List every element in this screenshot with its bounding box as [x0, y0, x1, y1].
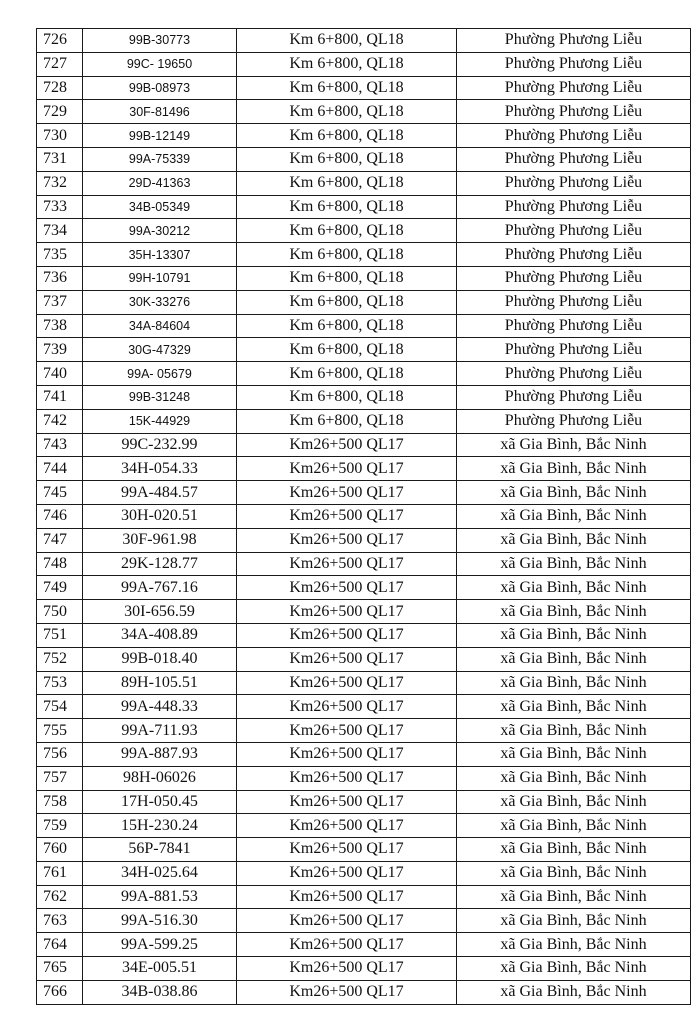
license-plate-cell: 99A- 05679: [83, 362, 237, 386]
license-plate-cell: 99B-018.40: [83, 647, 237, 671]
license-plate-cell: 99A-887.93: [83, 742, 237, 766]
address-cell: Phường Phương Liễu: [457, 76, 691, 100]
table-row: [37, 362, 691, 386]
address-cell: xã Gia Bình, Bắc Ninh: [457, 838, 691, 862]
address-cell: Phường Phương Liễu: [457, 29, 691, 53]
violation-table-container: [36, 28, 690, 1005]
location-cell: Km26+500 QL17: [237, 457, 457, 481]
address-cell: xã Gia Bình, Bắc Ninh: [457, 933, 691, 957]
row-number-cell: 745: [37, 481, 83, 505]
location-cell: Km26+500 QL17: [237, 766, 457, 790]
address-cell: xã Gia Bình, Bắc Ninh: [457, 719, 691, 743]
address-cell: Phường Phương Liễu: [457, 52, 691, 76]
row-number-cell: 761: [37, 861, 83, 885]
row-number-cell: 750: [37, 600, 83, 624]
table-row: [37, 147, 691, 171]
table-row: [37, 195, 691, 219]
table-row: [37, 481, 691, 505]
table-row: [37, 314, 691, 338]
row-number-cell: 758: [37, 790, 83, 814]
address-cell: xã Gia Bình, Bắc Ninh: [457, 671, 691, 695]
address-cell: xã Gia Bình, Bắc Ninh: [457, 766, 691, 790]
table-row: [37, 980, 691, 1004]
row-number-cell: 740: [37, 362, 83, 386]
location-cell: Km 6+800, QL18: [237, 195, 457, 219]
license-plate-cell: 99A-711.93: [83, 719, 237, 743]
table-row: [37, 52, 691, 76]
row-number-cell: 747: [37, 528, 83, 552]
address-cell: xã Gia Bình, Bắc Ninh: [457, 433, 691, 457]
license-plate-cell: 99A-881.53: [83, 885, 237, 909]
table-row: [37, 838, 691, 862]
row-number-cell: 753: [37, 671, 83, 695]
row-number-cell: 735: [37, 243, 83, 267]
location-cell: Km26+500 QL17: [237, 481, 457, 505]
row-number-cell: 743: [37, 433, 83, 457]
table-row: [37, 671, 691, 695]
location-cell: Km26+500 QL17: [237, 790, 457, 814]
table-row: [37, 219, 691, 243]
license-plate-cell: 34A-408.89: [83, 623, 237, 647]
address-cell: xã Gia Bình, Bắc Ninh: [457, 909, 691, 933]
location-cell: Km26+500 QL17: [237, 838, 457, 862]
row-number-cell: 728: [37, 76, 83, 100]
location-cell: Km26+500 QL17: [237, 957, 457, 981]
license-plate-cell: 30H-020.51: [83, 504, 237, 528]
address-cell: Phường Phương Liễu: [457, 124, 691, 148]
license-plate-cell: 99C- 19650: [83, 52, 237, 76]
table-row: [37, 243, 691, 267]
address-cell: Phường Phương Liễu: [457, 362, 691, 386]
table-row: [37, 790, 691, 814]
table-row: [37, 504, 691, 528]
address-cell: Phường Phương Liễu: [457, 243, 691, 267]
license-plate-cell: 99B-08973: [83, 76, 237, 100]
table-row: [37, 885, 691, 909]
location-cell: Km 6+800, QL18: [237, 385, 457, 409]
address-cell: Phường Phương Liễu: [457, 266, 691, 290]
license-plate-cell: 99B-12149: [83, 124, 237, 148]
row-number-cell: 734: [37, 219, 83, 243]
license-plate-cell: 99A-448.33: [83, 695, 237, 719]
row-number-cell: 766: [37, 980, 83, 1004]
location-cell: Km26+500 QL17: [237, 814, 457, 838]
address-cell: Phường Phương Liễu: [457, 195, 691, 219]
location-cell: Km26+500 QL17: [237, 933, 457, 957]
address-cell: Phường Phương Liễu: [457, 385, 691, 409]
row-number-cell: 760: [37, 838, 83, 862]
location-cell: Km26+500 QL17: [237, 742, 457, 766]
table-row: [37, 695, 691, 719]
location-cell: Km26+500 QL17: [237, 647, 457, 671]
location-cell: Km 6+800, QL18: [237, 124, 457, 148]
location-cell: Km26+500 QL17: [237, 576, 457, 600]
location-cell: Km26+500 QL17: [237, 861, 457, 885]
row-number-cell: 765: [37, 957, 83, 981]
row-number-cell: 736: [37, 266, 83, 290]
table-row: [37, 552, 691, 576]
table-row: [37, 647, 691, 671]
location-cell: Km 6+800, QL18: [237, 266, 457, 290]
table-row: [37, 171, 691, 195]
license-plate-cell: 30G-47329: [83, 338, 237, 362]
table-row: [37, 76, 691, 100]
row-number-cell: 744: [37, 457, 83, 481]
row-number-cell: 764: [37, 933, 83, 957]
table-row: [37, 623, 691, 647]
table-row: [37, 719, 691, 743]
address-cell: Phường Phương Liễu: [457, 100, 691, 124]
table-row: [37, 124, 691, 148]
table-row: [37, 861, 691, 885]
row-number-cell: 757: [37, 766, 83, 790]
row-number-cell: 756: [37, 742, 83, 766]
address-cell: Phường Phương Liễu: [457, 290, 691, 314]
license-plate-cell: 15H-230.24: [83, 814, 237, 838]
location-cell: Km 6+800, QL18: [237, 338, 457, 362]
address-cell: xã Gia Bình, Bắc Ninh: [457, 695, 691, 719]
address-cell: xã Gia Bình, Bắc Ninh: [457, 623, 691, 647]
table-row: [37, 266, 691, 290]
row-number-cell: 737: [37, 290, 83, 314]
row-number-cell: 746: [37, 504, 83, 528]
location-cell: Km26+500 QL17: [237, 552, 457, 576]
violation-table-body: [37, 29, 691, 1005]
license-plate-cell: 99A-767.16: [83, 576, 237, 600]
license-plate-cell: 99A-484.57: [83, 481, 237, 505]
address-cell: xã Gia Bình, Bắc Ninh: [457, 742, 691, 766]
license-plate-cell: 34E-005.51: [83, 957, 237, 981]
location-cell: Km26+500 QL17: [237, 600, 457, 624]
violation-table: [36, 28, 691, 1005]
license-plate-cell: 99H-10791: [83, 266, 237, 290]
license-plate-cell: 15K-44929: [83, 409, 237, 433]
address-cell: xã Gia Bình, Bắc Ninh: [457, 504, 691, 528]
location-cell: Km 6+800, QL18: [237, 362, 457, 386]
table-row: [37, 433, 691, 457]
license-plate-cell: 99A-599.25: [83, 933, 237, 957]
license-plate-cell: 34A-84604: [83, 314, 237, 338]
row-number-cell: 751: [37, 623, 83, 647]
row-number-cell: 730: [37, 124, 83, 148]
address-cell: xã Gia Bình, Bắc Ninh: [457, 814, 691, 838]
license-plate-cell: 34B-05349: [83, 195, 237, 219]
location-cell: Km26+500 QL17: [237, 671, 457, 695]
license-plate-cell: 30I-656.59: [83, 600, 237, 624]
location-cell: Km 6+800, QL18: [237, 314, 457, 338]
row-number-cell: 755: [37, 719, 83, 743]
table-row: [37, 742, 691, 766]
license-plate-cell: 99A-516.30: [83, 909, 237, 933]
address-cell: Phường Phương Liễu: [457, 171, 691, 195]
table-row: [37, 814, 691, 838]
row-number-cell: 726: [37, 29, 83, 53]
table-row: [37, 409, 691, 433]
location-cell: Km26+500 QL17: [237, 623, 457, 647]
address-cell: xã Gia Bình, Bắc Ninh: [457, 528, 691, 552]
table-row: [37, 957, 691, 981]
address-cell: xã Gia Bình, Bắc Ninh: [457, 980, 691, 1004]
license-plate-cell: 89H-105.51: [83, 671, 237, 695]
license-plate-cell: 34B-038.86: [83, 980, 237, 1004]
location-cell: Km26+500 QL17: [237, 885, 457, 909]
row-number-cell: 741: [37, 385, 83, 409]
location-cell: Km 6+800, QL18: [237, 243, 457, 267]
license-plate-cell: 56P-7841: [83, 838, 237, 862]
table-row: [37, 338, 691, 362]
address-cell: xã Gia Bình, Bắc Ninh: [457, 457, 691, 481]
location-cell: Km26+500 QL17: [237, 433, 457, 457]
address-cell: xã Gia Bình, Bắc Ninh: [457, 790, 691, 814]
license-plate-cell: 99B-31248: [83, 385, 237, 409]
license-plate-cell: 34H-054.33: [83, 457, 237, 481]
table-row: [37, 909, 691, 933]
location-cell: Km 6+800, QL18: [237, 147, 457, 171]
address-cell: xã Gia Bình, Bắc Ninh: [457, 647, 691, 671]
location-cell: Km26+500 QL17: [237, 504, 457, 528]
license-plate-cell: 99A-30212: [83, 219, 237, 243]
row-number-cell: 731: [37, 147, 83, 171]
row-number-cell: 749: [37, 576, 83, 600]
location-cell: Km 6+800, QL18: [237, 290, 457, 314]
license-plate-cell: 17H-050.45: [83, 790, 237, 814]
row-number-cell: 763: [37, 909, 83, 933]
address-cell: xã Gia Bình, Bắc Ninh: [457, 552, 691, 576]
address-cell: xã Gia Bình, Bắc Ninh: [457, 861, 691, 885]
location-cell: Km 6+800, QL18: [237, 219, 457, 243]
license-plate-cell: 98H-06026: [83, 766, 237, 790]
table-row: [37, 933, 691, 957]
location-cell: Km 6+800, QL18: [237, 171, 457, 195]
address-cell: xã Gia Bình, Bắc Ninh: [457, 957, 691, 981]
location-cell: Km26+500 QL17: [237, 695, 457, 719]
table-row: [37, 576, 691, 600]
location-cell: Km26+500 QL17: [237, 528, 457, 552]
license-plate-cell: 29D-41363: [83, 171, 237, 195]
address-cell: xã Gia Bình, Bắc Ninh: [457, 600, 691, 624]
table-row: [37, 385, 691, 409]
license-plate-cell: 29K-128.77: [83, 552, 237, 576]
location-cell: Km 6+800, QL18: [237, 76, 457, 100]
row-number-cell: 738: [37, 314, 83, 338]
table-row: [37, 600, 691, 624]
license-plate-cell: 30F-961.98: [83, 528, 237, 552]
license-plate-cell: 99C-232.99: [83, 433, 237, 457]
row-number-cell: 739: [37, 338, 83, 362]
location-cell: Km 6+800, QL18: [237, 29, 457, 53]
table-row: [37, 528, 691, 552]
row-number-cell: 762: [37, 885, 83, 909]
address-cell: xã Gia Bình, Bắc Ninh: [457, 885, 691, 909]
location-cell: Km26+500 QL17: [237, 980, 457, 1004]
license-plate-cell: 99B-30773: [83, 29, 237, 53]
address-cell: Phường Phương Liễu: [457, 409, 691, 433]
location-cell: Km 6+800, QL18: [237, 52, 457, 76]
address-cell: Phường Phương Liễu: [457, 219, 691, 243]
table-row: [37, 100, 691, 124]
license-plate-cell: 34H-025.64: [83, 861, 237, 885]
row-number-cell: 727: [37, 52, 83, 76]
location-cell: Km26+500 QL17: [237, 719, 457, 743]
address-cell: xã Gia Bình, Bắc Ninh: [457, 481, 691, 505]
row-number-cell: 742: [37, 409, 83, 433]
row-number-cell: 752: [37, 647, 83, 671]
license-plate-cell: 30K-33276: [83, 290, 237, 314]
license-plate-cell: 99A-75339: [83, 147, 237, 171]
address-cell: Phường Phương Liễu: [457, 147, 691, 171]
row-number-cell: 748: [37, 552, 83, 576]
address-cell: Phường Phương Liễu: [457, 338, 691, 362]
location-cell: Km 6+800, QL18: [237, 100, 457, 124]
row-number-cell: 759: [37, 814, 83, 838]
table-row: [37, 766, 691, 790]
row-number-cell: 733: [37, 195, 83, 219]
address-cell: Phường Phương Liễu: [457, 314, 691, 338]
address-cell: xã Gia Bình, Bắc Ninh: [457, 576, 691, 600]
license-plate-cell: 35H-13307: [83, 243, 237, 267]
row-number-cell: 732: [37, 171, 83, 195]
location-cell: Km26+500 QL17: [237, 909, 457, 933]
table-row: [37, 29, 691, 53]
row-number-cell: 754: [37, 695, 83, 719]
table-row: [37, 290, 691, 314]
table-row: [37, 457, 691, 481]
row-number-cell: 729: [37, 100, 83, 124]
license-plate-cell: 30F-81496: [83, 100, 237, 124]
location-cell: Km 6+800, QL18: [237, 409, 457, 433]
